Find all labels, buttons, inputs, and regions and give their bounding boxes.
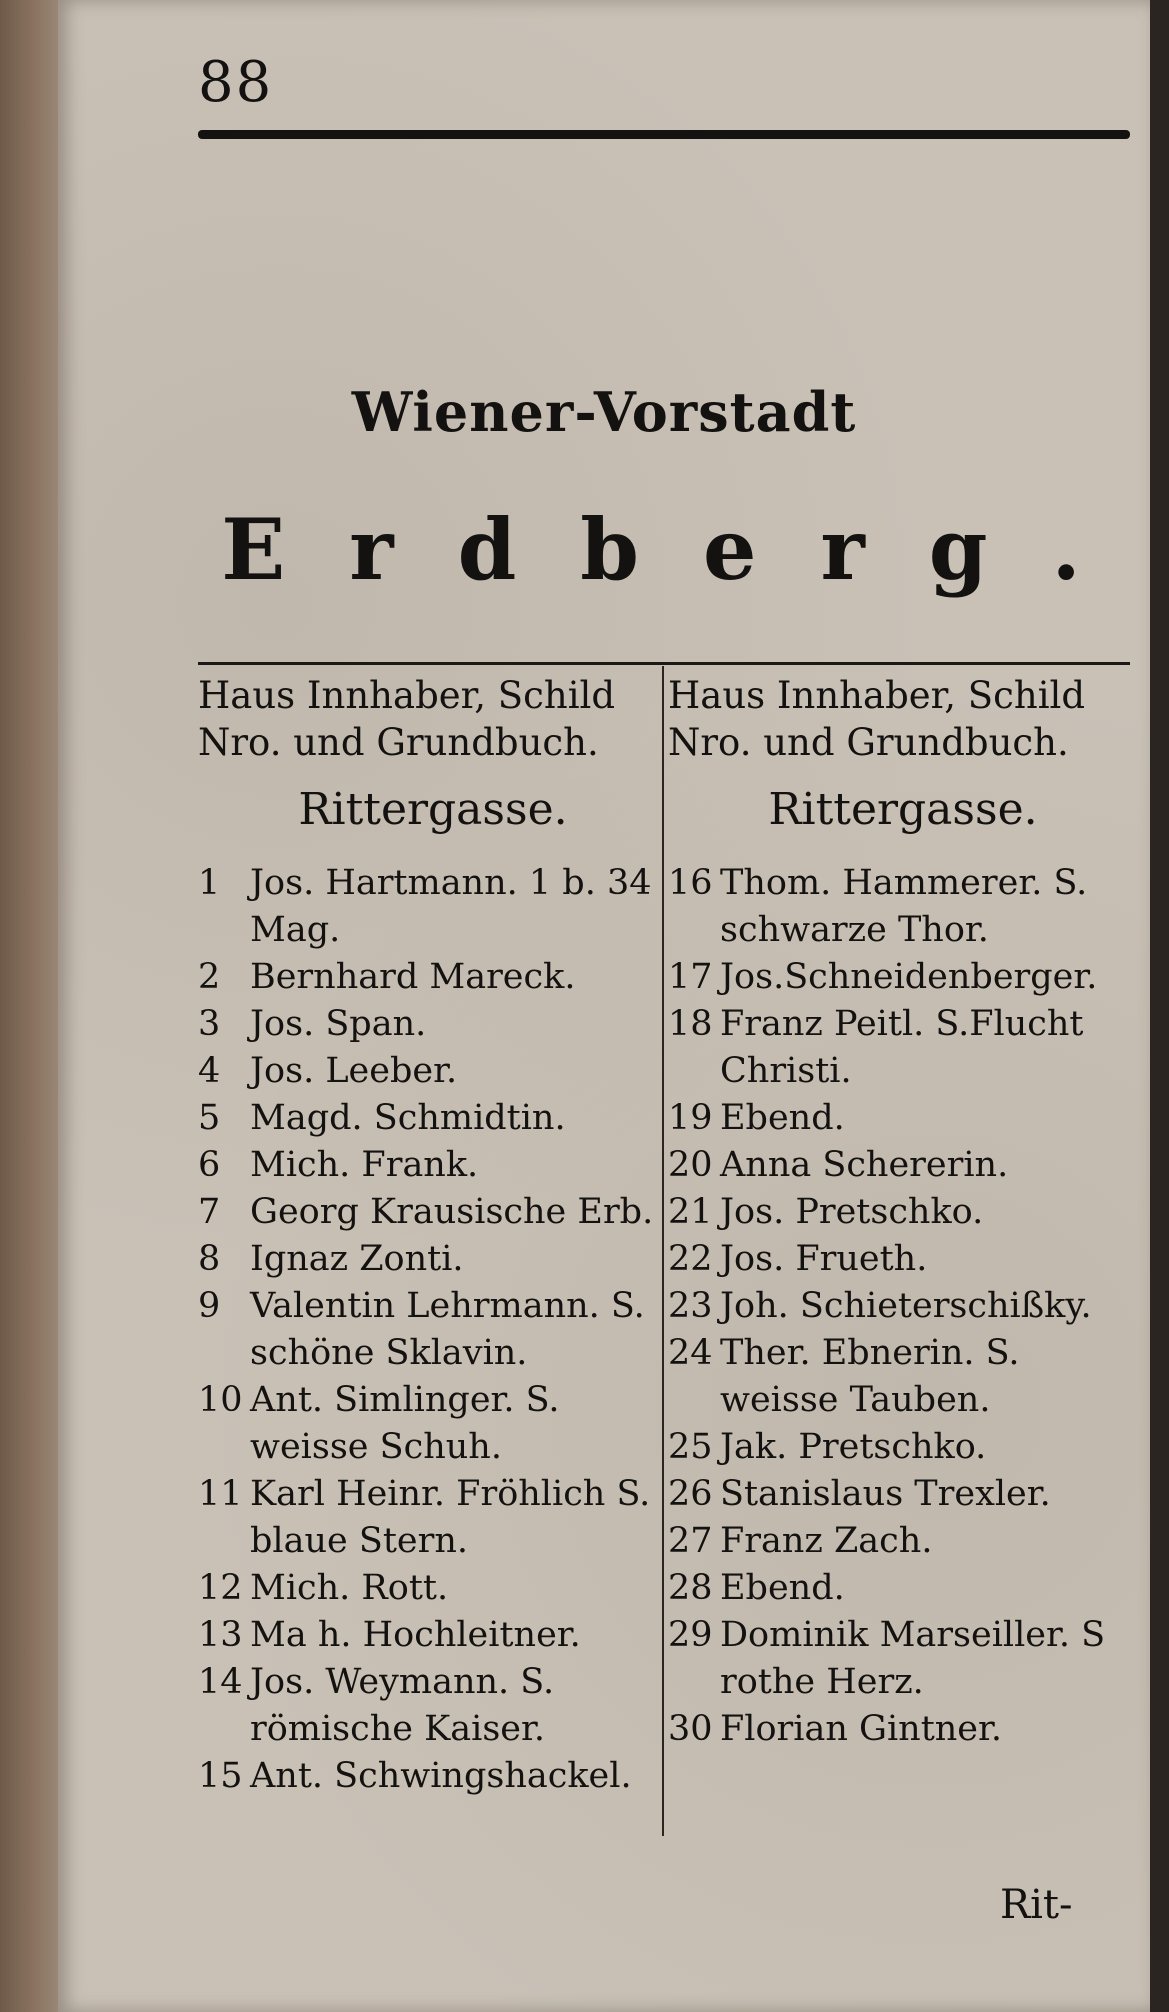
owner-text: Ther. Ebnerin. S. weisse Tauben. [720,1333,1020,1420]
owner-text: Ant. Simlinger. S. weisse Schuh. [250,1380,560,1467]
list-item [668,1518,1138,1565]
owner-text: Georg Krausische Erb. [250,1192,654,1232]
owner-text: Jos.Schneidenberger. [720,957,1098,997]
list-item [198,1236,668,1283]
list-item [198,1753,668,1800]
house-number: 18 [668,1004,713,1044]
house-number: 28 [668,1568,713,1608]
house-number: 27 [668,1521,713,1561]
house-number: 20 [668,1145,713,1185]
owner-text: Jos. Weymann. S. römische Kaiser. [250,1662,555,1749]
house-number: 22 [668,1239,713,1279]
house-number: 17 [668,957,713,997]
list-item [668,1189,1138,1236]
list-item [198,1659,668,1753]
street-heading: Rittergasse. [298,784,568,835]
list-item [198,1612,668,1659]
list-item [668,1236,1138,1283]
list-item [668,1142,1138,1189]
list-item [198,1377,668,1471]
list-item [198,1001,668,1048]
owner-text: Franz Zach. [720,1521,933,1561]
house-number: 6 [198,1145,221,1185]
house-number: 26 [668,1474,713,1514]
house-number: 1 [198,863,221,903]
house-number: 25 [668,1427,713,1467]
list-item [198,1189,668,1236]
house-number: 16 [668,863,713,903]
list-item [198,1283,668,1377]
column-header-line1: Haus Innhaber, Schild [198,674,616,717]
title-place: Erdberg. [221,500,1145,599]
owner-text: Florian Gintner. [720,1709,1003,1749]
house-number: 9 [198,1286,221,1326]
owner-text: Valentin Lehrmann. S. schöne Sklavin. [250,1286,645,1373]
list-item [198,1048,668,1095]
column-header-line2: Nro. und Grundbuch. [668,721,1069,764]
list-item [668,1424,1138,1471]
page-number: 88 [198,50,274,115]
house-number: 8 [198,1239,221,1279]
house-number: 13 [198,1615,243,1655]
house-number: 7 [198,1192,221,1232]
owner-text: Ant. Schwingshackel. [250,1756,632,1796]
street-heading: Rittergasse. [768,784,1038,835]
house-number: 10 [198,1380,243,1420]
house-number: 29 [668,1615,713,1655]
owner-text: Mich. Rott. [250,1568,449,1608]
house-number: 2 [198,957,221,997]
list-item [198,1471,668,1565]
owner-text: Karl Heinr. Fröhlich S. blaue Stern. [250,1474,651,1561]
house-number: 4 [198,1051,221,1091]
owner-text: Jos. Span. [250,1004,427,1044]
right-column [668,672,1138,1753]
owner-text: Jak. Pretschko. [720,1427,987,1467]
owner-text: Ebend. [720,1098,845,1138]
title-region: Wiener-Vorstadt [351,380,857,444]
owner-text: Mich. Frank. [250,1145,479,1185]
house-number: 3 [198,1004,221,1044]
owner-text: Joh. Schieterschißky. [720,1286,1092,1326]
list-item [668,1283,1138,1330]
house-number: 19 [668,1098,713,1138]
list-item [668,1001,1138,1095]
owner-text: Dominik Marseiller. S rothe Herz. [720,1615,1106,1702]
owner-text: Franz Peitl. S.Flucht Christi. [720,1004,1084,1091]
owner-text: Anna Schererin. [720,1145,1009,1185]
book-page [58,0,1150,2012]
header-rule [198,130,1130,139]
list-item [668,1706,1138,1753]
list-item [668,860,1138,954]
left-column [198,672,668,1800]
owner-text: Jos. Hartmann. 1 b. 34 Mag. [250,863,652,950]
owner-text: Ignaz Zonti. [250,1239,464,1279]
house-number: 15 [198,1756,243,1796]
owner-text: Magd. Schmidtin. [250,1098,566,1138]
list-item [668,1565,1138,1612]
house-number: 30 [668,1709,713,1749]
house-number: 5 [198,1098,221,1138]
list-item [198,954,668,1001]
house-number: 12 [198,1568,243,1608]
house-number: 23 [668,1286,713,1326]
column-header-line2: Nro. und Grundbuch. [198,721,599,764]
house-number: 21 [668,1192,713,1232]
owner-text: Stanislaus Trexler. [720,1474,1051,1514]
owner-text: Jos. Frueth. [720,1239,928,1279]
table-top-rule [198,662,1130,665]
column-header-line1: Haus Innhaber, Schild [668,674,1086,717]
list-item [198,1095,668,1142]
list-item [198,1142,668,1189]
list-item [198,1565,668,1612]
list-item [668,1095,1138,1142]
house-number: 11 [198,1474,243,1514]
house-number: 24 [668,1333,713,1373]
book-spine [0,0,62,2012]
owner-text: Ma h. Hochleitner. [250,1615,581,1655]
list-item [668,1612,1138,1706]
owner-text: Jos. Leeber. [250,1051,458,1091]
house-number: 14 [198,1662,243,1702]
owner-text: Bernhard Mareck. [250,957,576,997]
list-item [668,954,1138,1001]
catchword: Rit- [1000,1882,1073,1928]
list-item [198,860,668,954]
list-item [668,1471,1138,1518]
owner-text: Ebend. [720,1568,845,1608]
owner-text: Jos. Pretschko. [720,1192,984,1232]
list-item [668,1330,1138,1424]
owner-text: Thom. Hammerer. S. schwarze Thor. [720,863,1088,950]
